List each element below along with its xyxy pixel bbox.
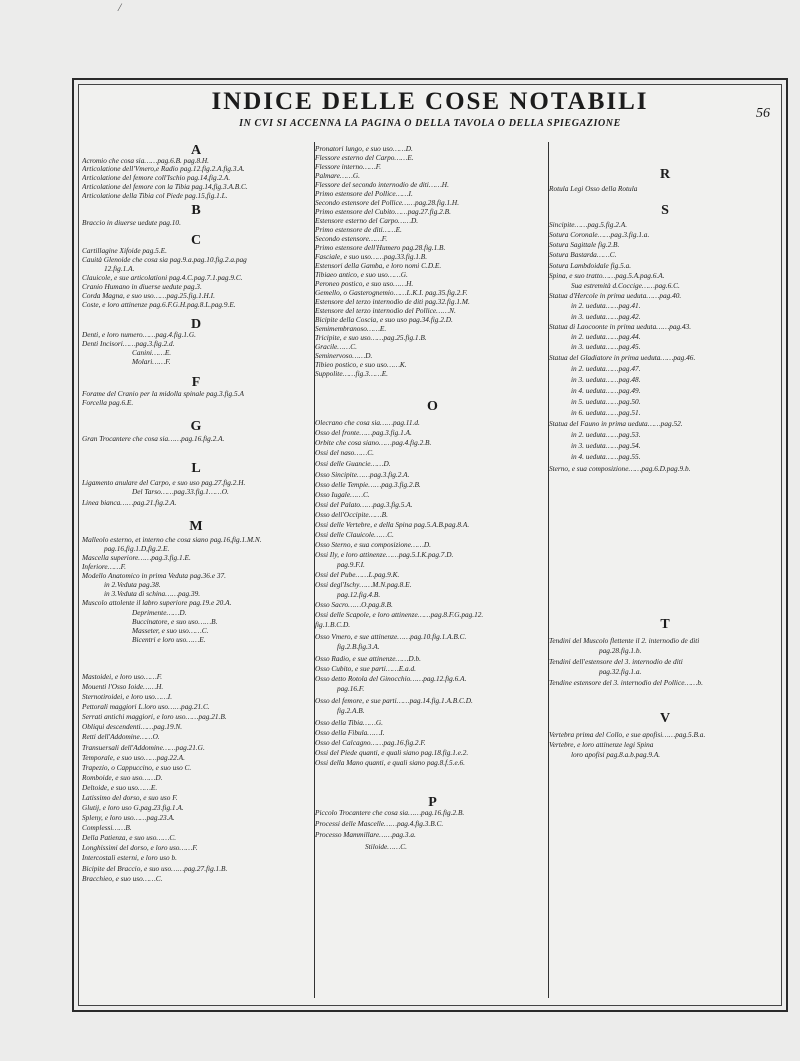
index-entry: in 3. ueduta……pag.42. (571, 312, 641, 321)
index-entry: Tibieo postico, e suo uso……K. (315, 360, 407, 369)
index-entry: in 2. ueduta……pag.53. (571, 430, 641, 439)
index-column-1 (82, 142, 310, 998)
index-entry: Osso delle Tempie……pag.3.fig.2.B. (315, 480, 421, 489)
index-entry: Buccinatore, e suo uso……B. (132, 617, 218, 626)
index-entry: Peroneo postico, e suo uso……H. (315, 279, 414, 288)
index-entry: Osso Sacro……O.pag.8.B. (315, 600, 393, 609)
index-entry: Ossi della Mano quanti, e quali siano pag.8.f.5.e.6. (315, 758, 465, 767)
index-entry: Tendini del Muscolo flettente il 2. internodio de diti (549, 636, 700, 645)
index-entry: Estensore del terzo internodio del Pollice……N. (315, 306, 456, 315)
index-entry: Bicipite del Braccio, e suo uso……pag.27.fig.1.B. (82, 864, 228, 873)
index-entry: Flessore esterno del Carpo……E. (315, 153, 414, 162)
index-entry: Ossi degl'Ischy……M.N.pag.8.E. (315, 580, 412, 589)
index-entry: Vertebra prima del Collo, e sue apofisi……pag.5.B.a. (549, 730, 706, 739)
index-entry: Flessore del secondo internodio de diti……H. (315, 180, 449, 189)
section-letter: P (428, 795, 437, 810)
index-entry: Temporale, e suo uso……pag.22.A. (82, 753, 185, 762)
index-entry: Ossi delle Vertebre, e della Spina pag.5.A.B.pag.8.A. (315, 520, 470, 529)
page-number: 56 (756, 106, 770, 121)
index-entry: Gemello, o Gasterognemio……L.K.I. pag.35.fig.2.F. (315, 288, 468, 297)
index-entry: Suppolite……fig.3……E. (315, 369, 388, 378)
section-letter: D (190, 317, 202, 332)
index-entry: in 2.Veduta pag.38. (104, 580, 161, 589)
index-entry: Gran Trocantere che cosa sia……pag.16.fig.2.A. (82, 434, 225, 443)
index-entry: Mascella superiore……pag.3.fig.1.E. (82, 553, 191, 562)
index-entry: Estensore del terzo internodio de diti pag.32.fig.1.M. (315, 297, 470, 306)
index-entry: Palmare……G. (315, 171, 360, 180)
index-entry: Olecrano che cosa sia……pag.11.d. (315, 418, 420, 427)
index-entry: Sotura Lambdoidale fig.5.a. (549, 261, 632, 270)
index-entry: Seminervoso……D. (315, 351, 373, 360)
index-entry: Articolatione del femore con la Tibia pag.14,fig.3.A.B.C. (82, 182, 248, 191)
index-entry: Ossi delle Guancie……D. (315, 459, 391, 468)
index-entry: Bicentri e loro uso……E. (132, 635, 206, 644)
index-entry: Statua del Fauno in prima ueduta……pag.52. (549, 419, 683, 428)
index-entry: Statua di Laocoonte in prima ueduta……pag.43. (549, 322, 692, 331)
index-entry: Ossi del Piede quanti, e quali siano pag.18.fig.1.e.2. (315, 748, 469, 757)
index-entry: Sotura Coronale……pag.3.fig.1.a. (549, 230, 650, 239)
index-entry: pag.16,fig.1.D,fig.2.E. (104, 544, 170, 553)
index-entry: Articolatione della Tibia col Piede pag.15,fig.1.L. (82, 191, 228, 200)
index-entry: Sotura Bastarda……C. (549, 250, 617, 259)
index-entry: pag.12.fig.4.B. (337, 590, 381, 599)
index-entry: Del Tarso……pag.33.fig.1……O. (132, 487, 229, 496)
index-entry: Transuersali dell'Addomine……pag.21.G. (82, 743, 205, 752)
index-entry: Flessore interno……F. (315, 162, 382, 171)
section-letter: G (190, 419, 202, 434)
section-letter: F (191, 375, 201, 390)
index-entry: Piccolo Trocantere che cosa sia……pag.16.fig.2.B. (315, 808, 465, 817)
index-entry: Molari……F. (132, 357, 171, 366)
index-entry: in 2. ueduta……pag.44. (571, 332, 641, 341)
index-entry: Forame del Cranio per la midolla spinale pag.3.fig.5.A (82, 389, 244, 398)
index-entry: Forcella pag.6.E. (82, 398, 134, 407)
index-entry: Retti dell'Addomine……O. (82, 732, 160, 741)
index-entry: Osso Iugale……C. (315, 490, 370, 499)
index-entry: Statua d'Hercole in prima ueduta……pag.40. (549, 291, 682, 300)
index-entry: Cranio Humano in diuerse uedute pag.3. (82, 282, 202, 291)
index-entry: Rotula Legi Osso della Rotula (549, 184, 638, 193)
index-entry: Osso Sincipite……pag.3.fig.2.A. (315, 470, 410, 479)
corner-pen-mark: / (118, 0, 122, 14)
index-entry: Secondo estensore del Pollice……pag.28.fig.1.H. (315, 198, 460, 207)
index-entry: Statua del Gladiatore in prima ueduta……pag.46. (549, 353, 696, 362)
index-entry: Muscolo attolente il labro superiore pag.19.e 20.A. (82, 598, 232, 607)
index-entry: 12.fig.1.A. (104, 264, 135, 273)
index-entry: Vertebre, e loro attinenze legi Spina (549, 740, 654, 749)
index-entry: Osso Vmero, e sue attinenze……pag.10.fig.1.A.B.C. (315, 632, 467, 641)
index-entry: Tendine estensore del 3. internodio del Pollice……b. (549, 678, 703, 687)
index-entry: in 3. ueduta……pag.45. (571, 342, 641, 351)
index-entry: loro apofisi pag.8.a.b.pag.9.A. (571, 750, 661, 759)
index-entry: fig.1.B.C.D. (315, 620, 351, 629)
index-entry: Semimembranoso……E. (315, 324, 387, 333)
index-entry: Osso del femore, e sue parti……pag.14.fig.1.A.B.C.D. (315, 696, 473, 705)
index-entry: in 2. ueduta……pag.41. (571, 301, 641, 310)
index-entry: Gracile……C. (315, 342, 357, 351)
index-entry: Sua estremità d.Coccige……pag.6.C. (571, 281, 680, 290)
section-letter: B (191, 203, 201, 218)
index-entry: Ossi delle Scapole, e loro attinenze……pag.8.F.G.pag.12. (315, 610, 484, 619)
section-letter: V (659, 711, 671, 726)
index-entry: Malleolo esterno, et interno che cosa siano pag.16,fig.1.M.N. (82, 535, 262, 544)
index-entry: Tricipite, e suo uso……pag.25.fig.1.B. (315, 333, 427, 342)
index-entry: Osso dell'Occipite……B. (315, 510, 388, 519)
index-column-2 (314, 142, 550, 998)
index-entry: Cauità Glenoide che cosa sia pag.9.a.pag.10.fig.2.a.pag (82, 255, 247, 264)
index-entry: Osso della Fibula……I. (315, 728, 385, 737)
index-entry: in 3.Veduta di schina……pag.39. (104, 589, 201, 598)
index-entry: Trapezio, o Cappuccino, e suo uso C. (82, 763, 192, 772)
index-entry: Glutij, e loro uso G.pag.23.fig.1.A. (82, 803, 184, 812)
section-letter: C (190, 233, 202, 248)
index-entry: Pronatori lungo, e suo uso……D. (315, 144, 413, 153)
index-entry: Latissimo del dorso, e suo uso F. (82, 793, 178, 802)
index-entry: Della Patienza, e suo uso……C. (82, 833, 177, 842)
index-entry: in 6. ueduta……pag.51. (571, 408, 641, 417)
index-entry: pag.9.F.I. (337, 560, 365, 569)
index-column-3 (548, 142, 781, 998)
index-entry: Orbite che cosa siano……pag.4.fig.2.B. (315, 438, 432, 447)
index-entry: Serrati antichi maggiori, e loro uso……pag.21.B. (82, 712, 227, 721)
index-entry: Masseter, e suo uso……C. (132, 626, 209, 635)
section-letter: R (659, 167, 671, 182)
index-entry: Osso Sterno, e sua composizione……D. (315, 540, 431, 549)
index-entry: Cartillagine Xifoide pag.5.E. (82, 246, 167, 255)
index-entry: Corda Magna, e suo uso……pag.25.fig.1.H.I. (82, 291, 215, 300)
index-entry: in 3. ueduta……pag.54. (571, 441, 641, 450)
index-entry: pag.32.fig.1.a. (599, 667, 642, 676)
index-entry: Canini……E. (132, 348, 172, 357)
index-entry: Braccio in diuerse uedute pag.10. (82, 218, 181, 227)
index-entry: Articolatione dell'Vmero,e Radio pag.12.fig.2.A.fig.3.A. (82, 164, 245, 173)
index-entry: in 4. ueduta……pag.55. (571, 452, 641, 461)
index-entry: Ossi delle Clauicole……C. (315, 530, 394, 539)
index-entry: Denti Incisori……pag.3.fig.2.d. (82, 339, 175, 348)
index-entry: Fasciale, e suo uso……pag.33.fig.1.B. (315, 252, 428, 261)
index-entry: Ossi del naso……C. (315, 448, 374, 457)
index-entry: Sterno, e sua composizione……pag.6.D.pag.9.b. (549, 464, 691, 473)
index-entry: Ossi del Palato……pag.3.fig.5.A. (315, 500, 413, 509)
index-entry: in 2. ueduta……pag.47. (571, 364, 641, 373)
index-plate (72, 78, 788, 1012)
index-entry: Inferiore……F. (82, 562, 126, 571)
index-entry: Tendini dell'estensore del 3. internodio de diti (549, 657, 683, 666)
index-entry: Primo estensore del Cubito……pag.27.fig.2.B. (315, 207, 451, 216)
index-entry: Spina, e suo tratto……pag.5.A.pag.6.A. (549, 271, 665, 280)
page-subtitle: IN CVI SI ACCENNA LA PAGINA O DELLA TAVOLA O DELLA SPIEGAZIONE (239, 118, 621, 129)
index-entry: Deltoide, e suo uso……E. (82, 783, 158, 792)
index-entry: Longhissimi del dorso, e loro uso……F. (82, 843, 198, 852)
index-entry: Bicipite della Coscia, e suo uso pag.34.fig.2.D. (315, 315, 453, 324)
index-entry: Processo Mammillare……pag.3.a. (315, 830, 416, 839)
index-entry: Estensori della Gamba, e loro nomi C.D.E. (315, 261, 442, 270)
index-entry: Spleny, e loro uso……pag.23.A. (82, 813, 175, 822)
index-entry: Estensore esterno del Carpo……D. (315, 216, 419, 225)
index-entry: pag.28.fig.1.b. (599, 646, 642, 655)
index-entry: Denti, e loro numero……pag.4.fig.1.G. (82, 330, 196, 339)
index-entry: Processi delle Mascelle……pag.4.fig.3.B.C. (315, 819, 444, 828)
index-entry: Modello Anatomico in prima Veduta pag.36.e 37. (82, 571, 226, 580)
index-entry: fig.2.B.fig.3.A. (337, 642, 380, 651)
page-title: INDICE DELLE COSE NOTABILI (211, 88, 649, 115)
index-entry: Stiloide……C. (365, 842, 407, 851)
index-entry: Osso Cubito, e sue parti……E.a.d. (315, 664, 416, 673)
index-entry: Obliqui descendenti……pag.19.N. (82, 722, 183, 731)
section-letter: L (191, 461, 201, 476)
section-letter: T (660, 617, 670, 632)
section-letter: O (427, 399, 438, 414)
index-entry: Intercostali esterni, e loro uso b. (82, 853, 177, 862)
index-entry: Primo estensore del Pollice……I. (315, 189, 413, 198)
index-entry: Ossi del Pube……L.pag.9.K. (315, 570, 400, 579)
index-entry: Pettorali maggiori L.loro uso……pag.21.C. (82, 702, 210, 711)
section-letter: A (190, 143, 202, 158)
index-entry: Ligamento anulare del Carpo, e suo uso pag.27.fig.2.H. (82, 478, 246, 487)
index-entry: Clauicole, e sue articolationi pag.4.C.pag.7.1.pag.9.C. (82, 273, 243, 282)
index-entry: Sincipite……pag.5.fig.2.A. (549, 220, 628, 229)
index-entry: Articolatione del femore coll'Ischio pag.14,fig.2.A. (82, 173, 231, 182)
index-entry: in 5. ueduta……pag.50. (571, 397, 641, 406)
section-letter: S (661, 203, 669, 218)
index-entry: fig.2.A.B. (337, 706, 365, 715)
index-entry: Complessi……B. (82, 823, 132, 832)
index-entry: Deprimente……D. (132, 608, 187, 617)
index-entry: Acromio che cosa sia……pag.6.B. pag.8.H. (82, 156, 210, 165)
index-entry: Tibiaeo antico, e suo uso……G. (315, 270, 408, 279)
index-entry: Linea bianca……pag.21.fig.2.A. (82, 498, 177, 507)
index-entry: Osso Radio, e sue attinenze……D.b. (315, 654, 422, 663)
index-entry: Osso detto Rotola del Ginocchio……pag.12.fig.6.A. (315, 674, 467, 683)
index-entry: Primo estensore dell'Humero pag.28.fig.1.B. (315, 243, 446, 252)
index-entry: Secondo estensore……F. (315, 234, 388, 243)
index-entry: Ossi Ily, e loro attinenze……pag.5.I.K.pag.7.D. (315, 550, 454, 559)
section-letter: M (189, 519, 203, 534)
index-entry: Coste, e loro attinenze pag.6.F.G.H.pag.8.L.pag.9.E. (82, 300, 236, 309)
index-entry: Osso del fronte……pag.3.fig.1.A. (315, 428, 412, 437)
index-entry: Mastoidei, e loro uso……F. (82, 672, 163, 681)
index-entry: Mouenti l'Osso Ioide……H. (82, 682, 164, 691)
index-entry: pag.16.F. (337, 684, 365, 693)
index-entry: Bracchieo, e suo uso……C. (82, 874, 163, 883)
index-entry: Primo estensore de diti……E. (315, 225, 402, 234)
index-entry: Osso del Calcagno……pag.16.fig.2.F. (315, 738, 426, 747)
index-entry: in 3. ueduta……pag.48. (571, 375, 641, 384)
index-entry: Romboide, e suo uso……D. (82, 773, 163, 782)
index-entry: Osso della Tibia……G. (315, 718, 383, 727)
index-entry: Sotura Sagittale fig.2.B. (549, 240, 620, 249)
index-entry: in 4. ueduta……pag.49. (571, 386, 641, 395)
index-entry: Sternotiroidei, e loro uso……I. (82, 692, 173, 701)
